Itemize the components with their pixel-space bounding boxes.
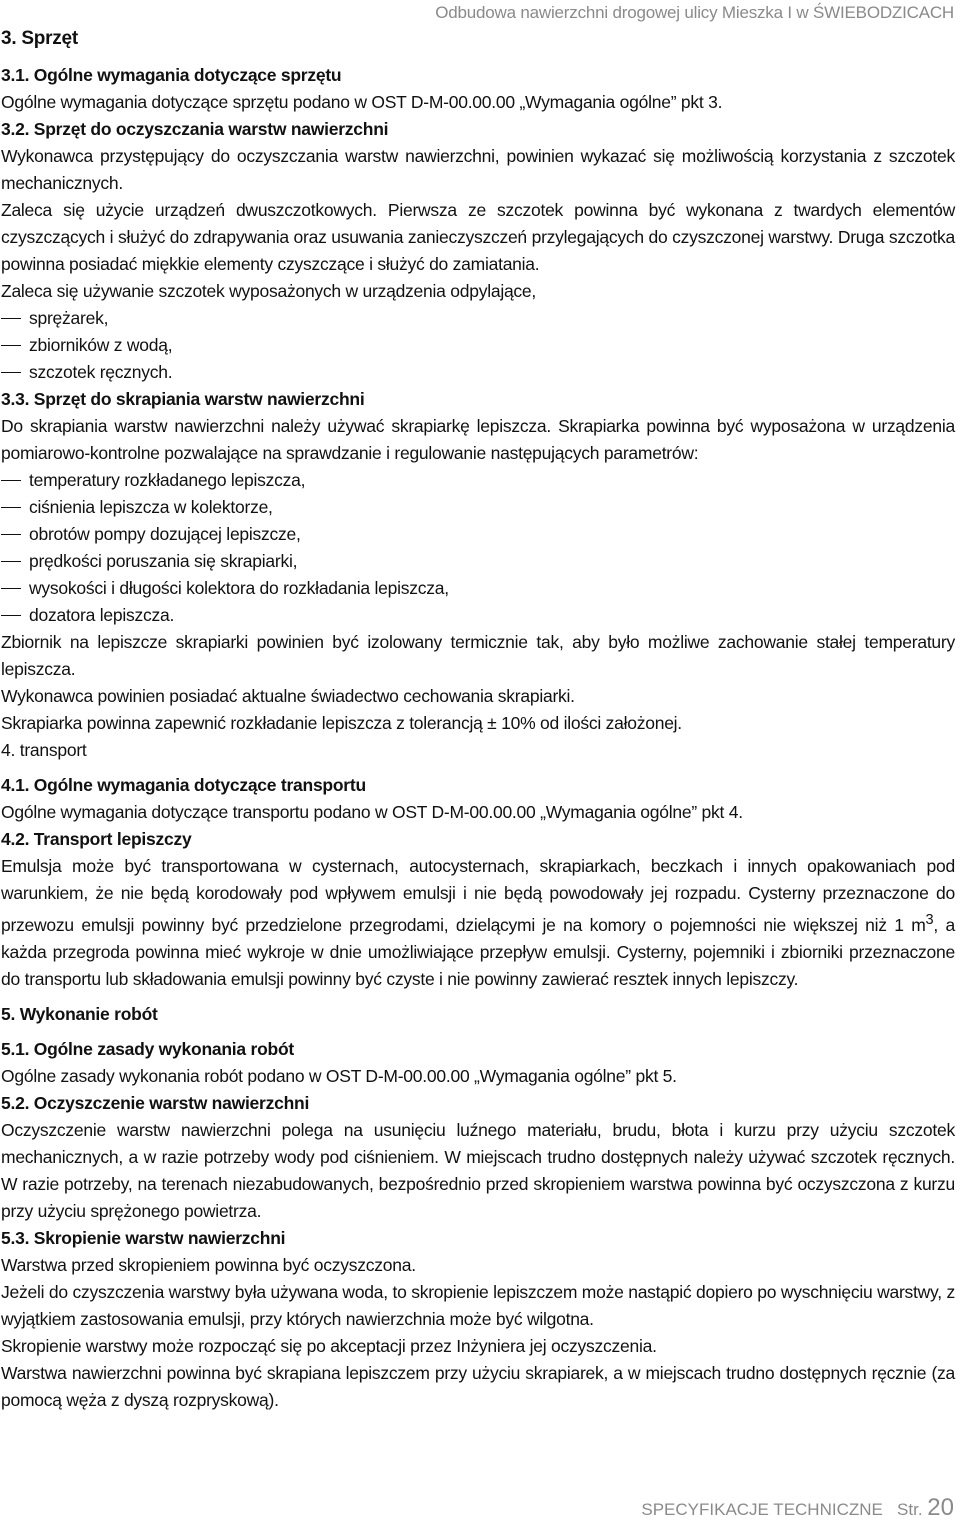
list-item: prędkości poruszania się skrapiarki, [1,548,955,575]
list-item: wysokości i długości kolektora do rozkładania lepiszcza, [1,575,955,602]
section-3-2-list [1,305,955,386]
list-item: temperatury rozkładanego lepiszcza, [1,467,955,494]
section-4-1-title: 4.1. Ogólne wymagania dotyczące transportu [1,775,366,795]
section-5-3-paragraph-2: Jeżeli do czyszczenia warstwy była używana woda, to skropienie lepiszczem może nastąpić dopiero po wyschnięciu warstwy, z wyjątkiem zastosowania emulsji, przy których nawierzchnia może być wilgotna. [1,1281,955,1329]
section-4-2-title: 4.2. Transport lepiszczy [1,829,192,849]
document-title-header: Odbudowa nawierzchni drogowej ulicy Mieszka I w ŚWIEBODZICACH [435,3,954,22]
section-3-3-title: 3.3. Sprzęt do skrapiania warstw nawierzchni [1,389,365,409]
section-3-title: 3. Sprzęt [1,28,78,49]
section-4-2-text [1,853,955,993]
section-5-3-paragraph-3: Skropienie warstwy może rozpocząć się po akceptacji przez Inżyniera jej oczyszczenia. [1,1335,657,1356]
section-4-2-text-b: , a każda przegroda powinna mieć wykroje w dnie umożliwiające przepływ emulsji. Cysterny, pojemniki i zbiorniki przeznaczone do transportu lub składowania emulsji powinny być czyste i nie powinny zawierać resztek innych lepiszczy. [1,914,955,989]
footer-label: SPECYFIKACJE TECHNICZNE [641,1500,883,1519]
section-3-3-paragraph-4: Skrapiarka powinna zapewnić rozkładanie lepiszcza z tolerancją ± 10% od ilości założonej. [1,713,682,733]
section-3-2-paragraph-3: Zaleca się używanie szczotek wyposażonych w urządzenia odpylające, [1,281,537,301]
list-item: sprężarek, [1,305,955,332]
section-3-1-title: 3.1. Ogólne wymagania dotyczące sprzętu [1,65,342,85]
section-5-title: 5. Wykonanie robót [1,1003,158,1024]
section-3-3-list [1,467,955,629]
section-5-3-paragraph-1: Warstwa przed skropieniem powinna być oczyszczona. [1,1254,416,1275]
section-5-3-title: 5.3. Skropienie warstw nawierzchni [1,1227,286,1248]
section-3-2-paragraph-1: Wykonawca przystępujący do oczyszczania warstw nawierzchni, powinien wykazać się możliwością korzystania z szczotek mechanicznych. [1,146,955,193]
spacer [1,1028,955,1036]
section-3-3-paragraph-3: Wykonawca powinien posiadać aktualne świadectwo cechowania skrapiarki. [1,686,575,706]
section-5-1-title: 5.1. Ogólne zasady wykonania robót [1,1038,294,1059]
section-5-2-text: Oczyszczenie warstw nawierzchni polega na usunięciu luźnego materiału, brudu, błota i kurzu przy użyciu szczotek mechanicznych, a w razie potrzeby wody pod ciśnieniem. W miejscach trudno dostępnych należy używać szczotek ręcznych. W razie potrzeby, na terenach niezabudowanych, bezpośrednio przed skropieniem warstwa powinna być oczyszczona z kurzu przy użyciu sprężonego powietrza. [1,1119,955,1221]
page-prefix: Str. [897,1500,923,1519]
section-4-1-text: Ogólne wymagania dotyczące transportu podano w OST D-M-00.00.00 „Wymagania ogólne” pkt 4. [1,802,743,822]
section-5-3-paragraph-4: Warstwa nawierzchni powinna być skrapiana lepiszczem przy użyciu skrapiarek, a w miejscach trudno dostępnych ręcznie (za pomocą węża z dyszą rozpryskową). [1,1362,955,1410]
page-footer [641,1494,954,1522]
list-item: ciśnienia lepiszcza w kolektorze, [1,494,955,521]
section-4-title: 4. transport [1,740,87,760]
section-3-2-paragraph-2: Zaleca się użycie urządzeń dwuszczotkowych. Pierwsza ze szczotek powinna być wykonana z twardych elementów czyszczących i służyć do zdrapywania oraz usuwania zanieczyszczeń przylegających do czyszczonej warstwy. Druga szczotka powinna posiadać miękkie elementy czyszczące i służyć do zamiatania. [1,200,955,274]
section-3-1-text: Ogólne wymagania dotyczące sprzętu podano w OST D-M-00.00.00 „Wymagania ogólne” pkt 3. [1,92,723,112]
spacer [1,764,955,772]
list-item: obrotów pompy dozującej lepiszcze, [1,521,955,548]
section-5-2-title: 5.2. Oczyszczenie warstw nawierzchni [1,1092,310,1113]
page-number: 20 [927,1494,954,1521]
list-item: dozatora lepiszcza. [1,602,955,629]
section-3-3-paragraph-2: Zbiornik na lepiszcze skrapiarki powinien być izolowany termicznie tak, aby było możliwe zachowanie stałej temperatury lepiszcza. [1,632,955,679]
superscript: 3 [925,912,934,928]
section-3-3-paragraph-1: Do skrapiania warstw nawierzchni należy używać skrapiarkę lepiszcza. Skrapiarka powinna być wyposażona w urządzenia pomiarowo-kontrolne pozwalające na sprawdzanie i regulowanie następujących parametrów: [1,416,955,463]
section-4-2-text-a: Emulsja może być transportowana w cysternach, autocysternach, skrapiarkach, beczkach i innych opakowaniach pod warunkiem, że nie będą korodowały pod wpływem emulsji i nie będą powodowały jej rozpadu. Cysterny przeznaczone do przewozu emulsji powinny być przedzielone przegrodami, dzielącymi je na komory o pojemności nie większej niż 1 m [1,856,955,935]
section-5-1-text: Ogólne zasady wykonania robót podano w OST D-M-00.00.00 „Wymagania ogólne” pkt 5. [1,1065,677,1086]
list-item: zbiorników z wodą, [1,332,955,359]
spacer [1,993,955,1001]
content [1,28,955,1414]
section-3-2-title: 3.2. Sprzęt do oczyszczania warstw nawierzchni [1,119,389,139]
list-item: szczotek ręcznych. [1,359,955,386]
